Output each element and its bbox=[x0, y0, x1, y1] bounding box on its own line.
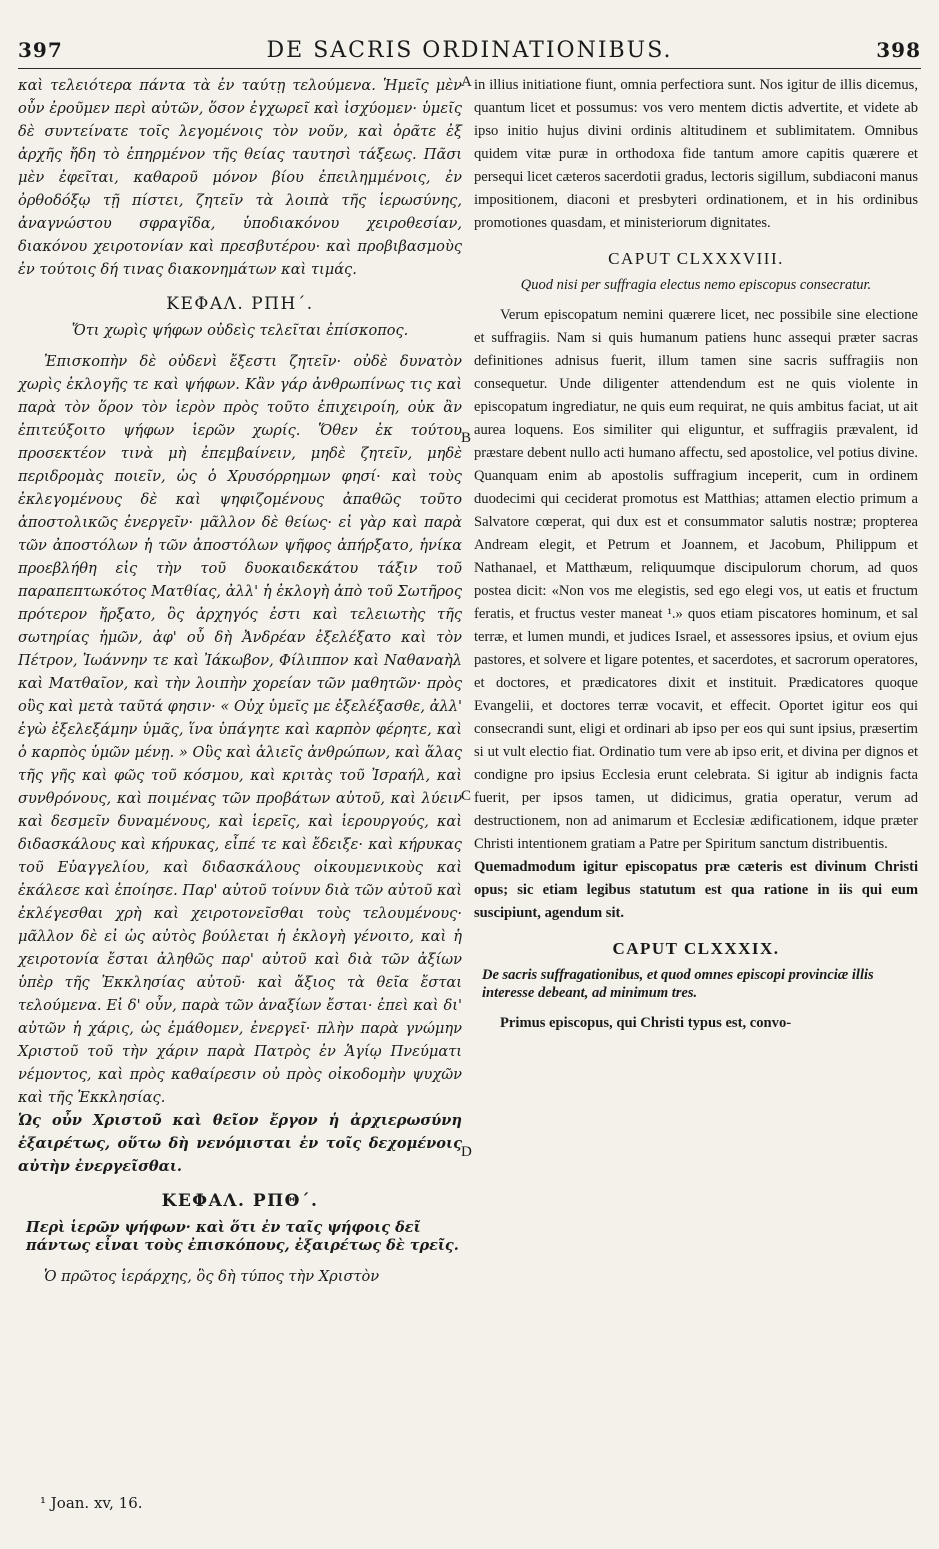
greek-chapter-188-subtitle: Ὅτι χωρὶς ψήφων οὐδεὶς τελεῖται ἐπίσκοπος. bbox=[71, 323, 409, 339]
margin-letter-c: C bbox=[461, 788, 472, 804]
right-page-number: 398 bbox=[876, 38, 921, 62]
margin-letter-b: B bbox=[461, 430, 472, 446]
latin-paragraph-3: Primus episcopus, qui Christi typus est, convo- bbox=[500, 1015, 792, 1031]
greek-paragraph-2-end: Ὡς οὖν Χριστοῦ καὶ θεῖον ἔργον ἡ ἀρχιερωσύνη ἐξαιρέτως, οὕτω δὴ νενόμισται ἐν τοῖς δεχομένοις αὐτὴν ἐνεργεῖσθαι. bbox=[18, 1112, 462, 1175]
greek-paragraph-3: Ὁ πρῶτος ἱεράρχης, ὃς δὴ τύπος τὴν Χριστὸν bbox=[44, 1268, 380, 1285]
latin-column bbox=[474, 74, 918, 1035]
margin-letter-d: D bbox=[461, 1144, 472, 1160]
latin-chapter-188-subtitle: Quod nisi per suffragia electus nemo episcopus consecratur. bbox=[520, 277, 872, 293]
greek-paragraph-2: Ἐπισκοπὴν δὲ οὐδενὶ ἔξεστι ζητεῖν· οὐδὲ δυνατὸν χωρὶς ἐκλογῆς τε καὶ ψήφων. Κἂν γάρ ἀνθρωπίνως τις καὶ παρὰ τὸν ὅρον τὸν ἱερὸν πρὸς τοῦτο ἐπιχειροίη, οὐκ ἂν ἐπιτεύξοιτο ψήφων ἱερῶν χωρίς. Ὅθεν ἐκ τούτου προσεκτέον τινὰ μὴ ἐπεμβαίνειν, μηδὲ ζητεῖν, μηδὲ περιδρομὰς ποιεῖν, ὡς ὁ Χρυσόρρημων φησί· καὶ τοὺς ἐκλεγομένους δὲ καὶ ψηφιζομένους ἀπαθῶς τοῦτο ἀποστολικῶς ἐνεργεῖν· μᾶλλον δὲ θείως· εἰ γὰρ καὶ παρὰ τῶν ἀποστόλων ἡ τῶν ἀποστόλων ψῆφος ἀπήρξατο, ἡνίκα προεβλήθη εἰς τὴν τοῦ δυοκαιδεκάτου τάξιν τοῦ παραπεπτωκότος Ματθίας, ἀλλ' ἡ ἐκλογὴ ἀπὸ τοῦ Σωτῆρος πρότερον ἤρξατο, ὃς ἀρχηγός ἐστι καὶ τελειωτὴς τῆς σωτηρίας ἡμῶν, ἀφ' οὗ δὴ Ἀνδρέαν ἐξελέξατο καὶ τὸν Πέτρον, Ἰωάννην τε καὶ Ἰάκωβον, Φίλιππον καὶ Ναθαναὴλ καὶ Ματθαῖον, καὶ τὴν λοιπὴν χορείαν τῶν μαθητῶν· πρὸς οὓς καὶ μετὰ ταῦτά φησιν· « Οὐχ ὑμεῖς με ἐξελέξασθε, ἀλλ' ἐγὼ ἐξελεξάμην ὑμᾶς, ἵνα ὑπάγητε καὶ καρπὸν φέρητε, καὶ ὁ καρπὸς ὑμῶν μένῃ. » Οὓς καὶ ἁλιεῖς ἀνθρώπων, καὶ ἅλας τῆς γῆς καὶ φῶς τοῦ κόσμου, καὶ κριτὰς τοῦ Ἰσραήλ, καὶ συνθρόνους, καὶ ποιμένας τῶν προβάτων αὐτοῦ, καὶ λύειν καὶ δεσμεῖν δυναμένους, καὶ ἱερεῖς, καὶ ἱερουργούς, καὶ διδασκάλους καὶ κήρυκας, εἶπέ τε καὶ ἔδειξε· καὶ κήρυκας τοῦ Εὐαγγελίου, καὶ διδασκάλους οἰκουμενικοὺς καὶ ἐκάλεσε καὶ ἐποίησε. Παρ' αὐτοῦ τοίνυν διὰ τῶν αὐτοῦ καὶ ἐκλέγεσθαι χρὴ καὶ χειροτονεῖσθαι τοὺς τελουμένους· μᾶλλον δὲ εἰ ὡς αὐτὸς βούλεται ἡ ἐκλογὴ γένοιτο, καὶ ἡ χειροτονία ἔσται ἀληθῶς παρ' αὐτοῦ καὶ διὰ τῶν ἀξίων ὑπὲρ τῆς Ἐκκλησίας αὐτοῦ· καὶ ἄξιος τὰ θεῖα ἔσται τελούμενα. Εἰ δ' οὖν, παρὰ τῶν ἀναξίων ἔσται· ἐπεὶ καὶ δι' αὐτῶν ἡ χάρις, ὡς ἐμάθομεν, ἐνεργεῖ· πλὴν παρὰ γνώμην Χριστοῦ τοῦ τὴν χάριν παρὰ Πατρὸς ἐν Ἁγίῳ Πνεύματι νέμοντος, καὶ πρὸς καθαίρεσιν οὐ πρὸς οἰκοδομὴν ψυχῶν καὶ τῆς Ἐκκλησίας. bbox=[18, 353, 462, 1106]
latin-paragraph-2-end: Quemadmodum igitur episcopatus præ cæteris est divinum Christi opus; sic etiam legibus statutum est qua ratione in iis qui eum suscipiunt, agendum sit. bbox=[474, 859, 918, 921]
running-head bbox=[18, 34, 921, 69]
greek-chapter-189-subtitle: Περὶ ἱερῶν ψήφων· καὶ ὅτι ἐν ταῖς ψήφοις δεῖ πάντως εἶναι τοὺς ἐπισκόπους, ἐξαιρέτως δὲ τρεῖς. bbox=[26, 1219, 459, 1254]
left-page-number: 397 bbox=[18, 38, 63, 62]
greek-chapter-189-title: ΚΕΦΑΛ. ΡΠΘ΄. bbox=[161, 1191, 319, 1211]
latin-chapter-188-title: CAPUT CLXXXVIII. bbox=[608, 249, 784, 268]
greek-chapter-188-title: ΚΕΦΑΛ. ΡΠΗ΄. bbox=[166, 294, 314, 314]
greek-column bbox=[18, 74, 462, 1288]
footnote: ¹ Joan. xv, 16. bbox=[40, 1494, 143, 1512]
latin-paragraph-2: Verum episcopatum nemini quærere licet, nec possibile sine electione et suffragiis. Nam si quis humanum patiens hunc assequi præter sacras definitiones adnisus fuerit, illum tamen sine sacris suffragiis non consequetur. Unde diligenter attendendum est ne quis violente in episcopatum ingrediatur, ne quis eum requirat, ne quis ambitus faciat, ut ait aurea loquens. Eos similiter qui eliguntur, et suffragiis prævalent, id præstare debent nullo acti humano affectu, sed apostolice, vel potius divine. Quanquam enim ab apostolis suffragium inceperit, cum in ordinem duodecimi qui ceciderat promotus est Matthias; attamen electio primum a Salvatore cœperat, qui dux est et consummator salutis nostræ; propterea Andream elegit, et Petrum et Joannem, et Jacobum, Philippum et Nathanael, et Matthæum, reliquumque discipulorum chorum, ad quos postea dicit: «Non vos me elegistis, sed ego elegi vos, ut eatis et fructum feratis, et fructus vester maneat ¹.» quos etiam piscatores hominum, et sal terræ, et lumen mundi, et judices Israel, et assessores ipsius, et ovium ejus pastores, et solvere et ligare potentes, et sacerdotes, et sacrorum operatores, et doctores, et prædicatores dixit et instituit. Prædicatores quoque Evangelii, et doctores terræ vocavit, et effecit. Oportet igitur eos qui consecrandi sunt, eligi et ordinari ab ipso per eos qui sunt ipsius, præsertim si ut vult electio fiat. Ordinatio tum vere ab ipso erit, et divina per dignos et condigne pro ipsius Ecclesia erunt celebrata. Si igitur ab indignis facta fuerit, per ipsos tamen, ut didicimus, gratia operatur, verum ad destructionem, non ad animarum et Ecclesiæ ædificationem, idque præter Christi intentionem gratiam a Patre per Spiritum sanctum distribuentis. bbox=[474, 307, 918, 852]
page-title: DE SACRIS ORDINATIONIBUS. bbox=[266, 38, 673, 63]
latin-chapter-189-title: CAPUT CLXXXIX. bbox=[612, 939, 780, 958]
latin-paragraph-1: in illius initiatione fiunt, omnia perfectiora sunt. Nos igitur de illis dicemus, quantum licet et possumus: vos vero mentem dictis advertite, et videte ab ipso initio hujus divini ordinis altitudinem et sublimitatem. Omnibus quidem vitæ puræ in orthodoxa fide tantum amore capitis quærere et persequi licet cæteros sacerdotii gradus, lectoris sigillum, subdiaconi manus impositionem, diaconi et presbyteri ordinationem, et in his ordinibus promotiones quasdam, et ministeriorum dignitates. bbox=[474, 77, 918, 231]
latin-chapter-189-subtitle: De sacris suffragationibus, et quod omnes episcopi provinciæ illis interesse debeant, ad minimum tres. bbox=[482, 967, 874, 1001]
margin-letter-a: A bbox=[461, 74, 472, 90]
greek-paragraph-1: καὶ τελειότερα πάντα τὰ ἐν ταύτῃ τελούμενα. Ἡμεῖς μὲν οὖν ἐροῦμεν περὶ αὐτῶν, ὅσον ἐγχωρεῖ καὶ ἰσχύομεν· ὑμεῖς δὲ συντείνατε τοῖς λεγομένοις τὸν νοῦν, καὶ ὁρᾶτε ἐξ ἀρχῆς ἤδη τὸ ἐπηρμένον τῆς θείας ταυτησὶ τάξεως. Πᾶσι μὲν ἐφεῖται, καθαροῦ μόνον βίου ἐπειλημμένοις, ἐν ὀρθοδόξῳ τῇ πίστει, ζητεῖν τὰ λοιπὰ τῆς ἱερωσύνης, ἀναγνώστου σφραγῖδα, ὑποδιακόνου χειροθεσίαν, διακόνου χειροτονίαν καὶ πρεσβυτέρου· καὶ προβιβασμοὺς ἐν τούτοις δή τινας διακονημάτων καὶ τιμάς. bbox=[18, 77, 462, 278]
